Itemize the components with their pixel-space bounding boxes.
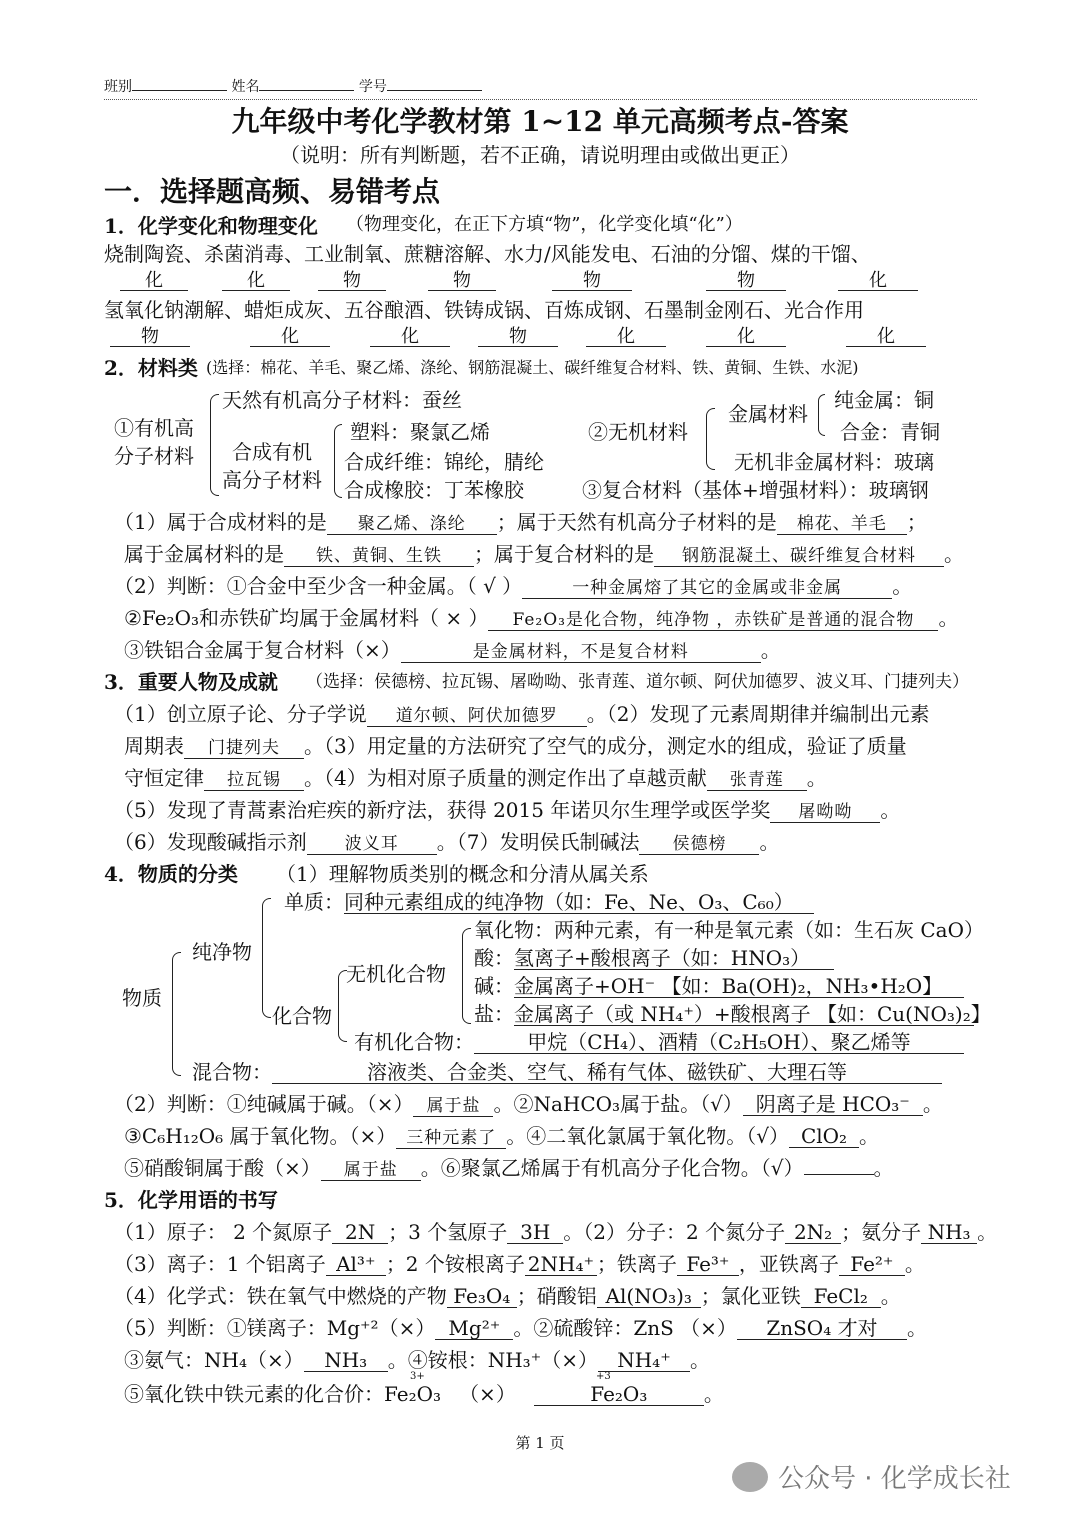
q2-judge1: （2）判断：①合金中至少含一种金属。（ √ ） 一种金属熔了其它的金属或非金属 。 <box>114 574 913 598</box>
q5-line4: （5）判断：①镁离子：Mg⁺²（×） Mg²⁺ 。②硫酸锌：ZnS （×） ZnSO₄ 才对 。 <box>114 1316 927 1340</box>
q1-answer: 物 <box>428 272 496 291</box>
inorganic-compound: 无机化合物 <box>346 962 446 986</box>
metal-material: 金属材料 <box>728 402 808 426</box>
q2-line2: 属于金属材料的是 铁、黄铜、生铁 ；属于复合材料的是 钢筋混凝土、碳纤维复合材料 。 <box>124 542 964 566</box>
brace <box>334 424 342 498</box>
q3-line3: 守恒定律 拉瓦锡 。（4）为相对原子质量的测定作出了卓越贡献 张青莲 。 <box>124 766 827 790</box>
header-form <box>104 80 482 94</box>
q1-title: 1．化学变化和物理变化 <box>104 214 318 238</box>
q1-answer: 物 <box>552 272 632 291</box>
wechat-icon <box>732 1462 768 1492</box>
name-label: 姓名 <box>231 79 260 95</box>
q4-judge2: ③C₆H₁₂O₆ 属于氧化物。（×） 三种元素了 。④二氧化氯属于氧化物。（√） ClO₂ 。 <box>124 1124 880 1148</box>
id-label: 学号 <box>358 79 387 95</box>
compound-label: 化合物 <box>272 1004 332 1028</box>
q5-line2: （3）离子：1 个铝离子 Al³⁺ ；2 个铵根离子 2NH₄⁺ ；铁离子 Fe³⁺ ，亚铁离子 Fe²⁺ 。 <box>114 1252 925 1276</box>
nonmetal-material: 无机非金属材料：玻璃 <box>734 450 934 474</box>
inorganic-label: ②无机材料 <box>588 420 688 444</box>
q4-title: 4．物质的分类 <box>104 862 238 886</box>
q3-line2: 周期表 门捷列夫 。（3）用定量的方法研究了空气的成分，测定水的组成，验证了质量 <box>124 734 907 758</box>
q5-line3: （4）化学式：铁在氧气中燃烧的产物 Fe₃O₄ ；硝酸铝 Al(NO₃)₃ ；氯化亚铁 FeCl₂ 。 <box>114 1284 901 1308</box>
pure-substance: 纯净物 <box>192 940 252 964</box>
alloy: 合金：青铜 <box>840 420 940 444</box>
q2-hint: (选择：棉花、羊毛、聚乙烯、涤纶、钢筋混凝土、碳纤维复合材料、铁、黄铜、生铁、水泥) <box>206 358 859 377</box>
q3-line1: （1）创立原子论、分子学说 道尔顿、阿伏加德罗 。（2）发现了元素周期律并编制出元素 <box>114 702 930 726</box>
section-heading: 一．选择题高频、易错考点 <box>104 175 441 208</box>
brace <box>818 394 825 436</box>
composite-material: ③复合材料（基体+增强材料）：玻璃钢 <box>582 478 929 502</box>
wechat-watermark: 公众号 · 化学成长社 <box>778 1464 1011 1494</box>
plastic: 塑料：聚氯乙烯 <box>350 420 490 444</box>
q5-line6: ⑤氧化铁中铁元素的化合价：Fe₂O₃ （×） Fe₂O₃ 。 <box>124 1382 724 1406</box>
q1-hint: （物理变化，在正下方填“物”，化学变化填“化”） <box>346 214 743 235</box>
q1-answer: 化 <box>838 272 918 291</box>
natural-material: 天然有机高分子材料：蚕丝 <box>222 388 462 412</box>
q1-answer: 物 <box>478 328 558 347</box>
organic-compound: 有机化合物： 甲烷（CH₄）、酒精（C₂H₅OH）、聚乙烯等 <box>354 1032 964 1054</box>
q1-row1: 烧制陶瓷、杀菌消毒、工业制氧、蔗糖溶解、水力/风能发电、石油的分馏、煤的干馏、 <box>104 242 871 266</box>
q4-sub: （1）理解物质类别的概念和分清从属关系 <box>276 862 649 886</box>
acid: 酸：氢离子+酸根离子（如：HNO₃） <box>474 948 834 970</box>
synthetic-rubber: 合成橡胶：丁苯橡胶 <box>344 478 524 502</box>
q1-answer: 化 <box>706 328 786 347</box>
base: 碱：金属离子+OH⁻ 【如：Ba(OH)₂，NH₃•H₂O】 <box>474 976 964 998</box>
page-number: 第 1 页 <box>515 1434 565 1452</box>
q3-title: 3．重要人物及成就 <box>104 670 278 694</box>
q1-answer: 物 <box>318 272 386 291</box>
q4-judge3: ⑤硝酸铜属于酸（×） 属于盐 。⑥聚氯乙烯属于有机高分子化合物。（√） 。 <box>124 1156 894 1180</box>
element-label: 单质：同种元素组成的纯净物（如：Fe、Ne、O₃、C₆₀） <box>284 892 814 914</box>
q5-line1: （1）原子： 2 个氮原子 2N ；3 个氢原子 3H 。（2）分子：2 个氮分子 2N₂ ；氨分子 NH₃ 。 <box>114 1220 998 1244</box>
q2-judge2: ②Fe₂O₃和赤铁矿均属于金属材料（ × ） Fe₂O₃是化合物，纯净物 ，赤铁矿是普通的混合物 。 <box>124 606 959 630</box>
brace <box>210 394 219 496</box>
q1-answer: 化 <box>250 328 330 347</box>
mixture: 混合物： 溶液类、合金类、空气、稀有气体、磁铁矿、大理石等 <box>192 1062 942 1084</box>
q3-hint: （选择：侯德榜、拉瓦锡、屠呦呦、张青莲、道尔顿、阿伏加德罗、波义耳、门捷列夫） <box>306 672 969 692</box>
q1-answer: 化 <box>846 328 926 347</box>
synthetic-label-2: 高分子材料 <box>222 468 322 492</box>
q3-line5: （6）发现酸碱指示剂 波义耳 。（7）发明侯氏制碱法 侯德榜 。 <box>114 830 780 854</box>
pure-metal: 纯金属：铜 <box>834 388 934 412</box>
q2-title: 2．材料类 <box>104 356 198 380</box>
organic-label-2: 分子材料 <box>114 444 194 468</box>
brace <box>706 408 715 470</box>
brace <box>172 952 181 1076</box>
q1-answer: 化 <box>222 272 290 291</box>
page-note: （说明：所有判断题，若不正确，请说明理由或做出更正） <box>280 143 800 167</box>
page-title: 九年级中考化学教材第 1~12 单元高频考点-答案 <box>231 105 849 138</box>
q2-judge3: ③铁铝合金属于复合材料（×） 是金属材料，不是复合材料 。 <box>124 638 781 662</box>
matter-label: 物质 <box>122 986 162 1010</box>
class-label: 班别 <box>104 79 132 95</box>
q1-answer: 物 <box>110 328 190 347</box>
q1-answer: 化 <box>120 272 188 291</box>
synthetic-label: 合成有机 <box>232 440 312 464</box>
header-divider <box>104 99 977 100</box>
q5-line5: ③氨气：NH₄（×） NH₃ 。④铵根：NH₃⁺（×） NH₄⁺ 。 <box>124 1348 710 1372</box>
q1-answer: 化 <box>370 328 450 347</box>
q2-line1: （1）属于合成材料的是 聚乙烯、涤纶 ；属于天然有机高分子材料的是 棉花、羊毛 ； <box>114 510 927 534</box>
q3-line4: （5）发现了青蒿素治疟疾的新疗法，获得 2015 年诺贝尔生理学或医学奖 屠呦呦 。 <box>114 798 901 822</box>
organic-label: ①有机高 <box>114 416 194 440</box>
valence-mark-correct: +3 <box>596 1371 611 1382</box>
q4-judge1: （2）判断：①纯碱属于碱。（×） 属于盐 。②NaHCO₃属于盐。（√） 阴离子是 HCO₃⁻ 。 <box>114 1092 943 1116</box>
oxide: 氧化物：两种元素，有一种是氧元素（如：生石灰 CaO） <box>474 918 984 942</box>
brace <box>462 928 471 1024</box>
salt: 盐：金属离子（或 NH₄⁺）+酸根离子 【如：Cu(NO₃)₂】 <box>474 1002 991 1026</box>
q1-answer: 物 <box>706 272 786 291</box>
q1-answer: 化 <box>586 328 666 347</box>
valence-mark: 3+ <box>410 1371 425 1382</box>
brace <box>262 898 271 1018</box>
q1-row2: 氢氧化钠潮解、蜡炬成灰、五谷酿酒、铁铸成锅、百炼成钢、石墨制金刚石、光合作用 <box>104 298 864 322</box>
q5-title: 5．化学用语的书写 <box>104 1188 278 1212</box>
synthetic-fiber: 合成纤维：锦纶，腈纶 <box>344 450 544 474</box>
